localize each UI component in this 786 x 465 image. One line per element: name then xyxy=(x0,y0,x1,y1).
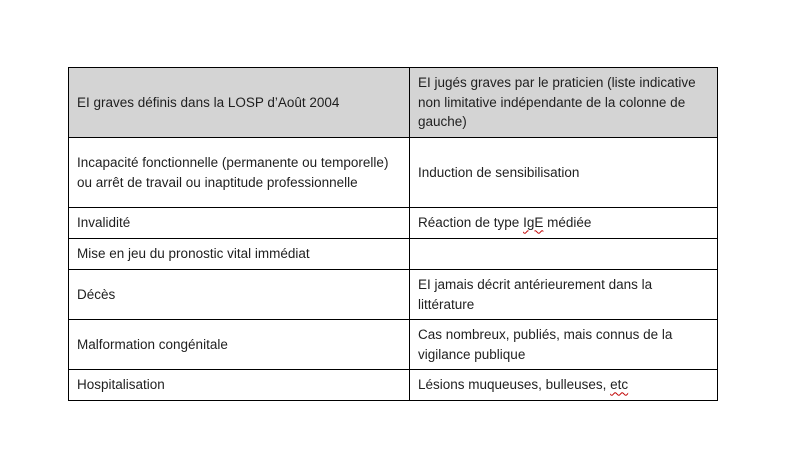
table-cell-right: Induction de sensibilisation xyxy=(410,138,718,208)
table-cell-right xyxy=(410,208,718,239)
header-cell-left: EI graves définis dans la LOSP d’Août 2004 xyxy=(69,68,410,138)
table-row xyxy=(69,270,718,320)
table-header-row xyxy=(69,68,718,138)
table-row xyxy=(69,239,718,270)
cell-text: Lésions muqueuses, bulleuses, xyxy=(418,377,611,393)
table-row xyxy=(69,320,718,370)
table-cell-right-empty xyxy=(410,239,718,270)
table-cell-left: Incapacité fonctionnelle (permanente ou temporelle) ou arrêt de travail ou inaptitude professionnelle xyxy=(69,138,410,208)
table-row xyxy=(69,370,718,401)
table-row xyxy=(69,208,718,239)
spellcheck-marked-word: etc xyxy=(610,377,629,393)
table-row xyxy=(69,138,718,208)
spellcheck-marked-word: IgE xyxy=(523,215,544,231)
table-cell-right xyxy=(410,370,718,401)
cell-text: Réaction de type xyxy=(418,215,524,231)
table-cell-right: Cas nombreux, publiés, mais connus de la vigilance publique xyxy=(410,320,718,370)
table-cell-left: Hospitalisation xyxy=(69,370,410,401)
table-cell-left: Décès xyxy=(69,270,410,320)
table-cell-left: Mise en jeu du pronostic vital immédiat xyxy=(69,239,410,270)
table-cell-left: Invalidité xyxy=(69,208,410,239)
table-cell-left: Malformation congénitale xyxy=(69,320,410,370)
table-cell-right: EI jamais décrit antérieurement dans la littérature xyxy=(410,270,718,320)
adverse-events-table xyxy=(68,67,718,401)
cell-text: médiée xyxy=(543,215,592,231)
header-cell-right: EI jugés graves par le praticien (liste indicative non limitative indépendante de la colonne de gauche) xyxy=(410,68,718,138)
